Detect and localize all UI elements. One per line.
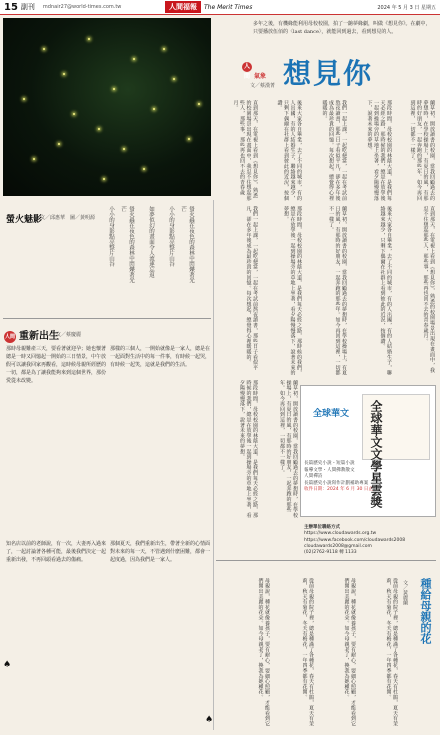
page-number: 15 — [4, 1, 18, 13]
divider — [216, 560, 436, 561]
article-title: 想見你 — [283, 57, 374, 90]
section2-circle: 人間 — [4, 331, 16, 343]
article-column: 直到那天，在電視上看到《想見你》，熟悉的校園場景出現在畫面中，我忍不住想起那些人，那些事，那些再也回不去的青春歲月。 — [232, 100, 258, 201]
poem-line: 如夢似幻的畫面令人流連忘返 — [148, 206, 154, 278]
ad-contact — [304, 525, 434, 556]
ad-item: 長篇歷史小說・短篇小說 — [304, 461, 355, 466]
spade-ornament: ♠ — [3, 660, 12, 670]
poem-line: 螢火蟲在夜色的森林中閃爍著光芒 — [120, 206, 134, 283]
ad-website[interactable]: https://www.cloudawards.org.tw — [304, 531, 377, 537]
section-label: 副刊 — [20, 3, 35, 11]
photo-caption-title: 螢火魅影 — [6, 215, 43, 225]
issue-date: 2024 年 5 月 3 日 星期五 — [377, 5, 436, 11]
section3-column: 從前母親的院子裡，總是種滿了各種花，春天有杜鵑，夏天有茉莉，秋天有菊花，冬天有梅花，一年四季都有花開。 — [385, 578, 398, 727]
masthead — [165, 1, 252, 13]
article-column: 我們一起上課，一起吃便當，一起在考試前熬夜讀書，那些日子看似平凡，卻在多年後成為最珍貴的回憶。每次想起，總覺得心裡暖暖的。 — [321, 100, 347, 201]
section2-paragraph: 那時母親難產三天，要看著就迎孕；她也懷著總是一時又回憶起一開始的三日情景，中午放假可以讓我回家再觀看，這時候母親所經歷的一切，都是為了讓我能夠來到這個世界，那份愛從未改變。 — [6, 346, 106, 384]
article-column: 直到那天，在電視上看到《想見你》，熟悉的校園場景出現在畫面中，我忍不住想起那些人，那些事，那些再也回不去的青春歲月。 — [422, 206, 435, 374]
divider — [3, 318, 211, 319]
section2-author: 文／蔡慶麗 — [56, 332, 82, 338]
ad-item: 長篇歷史小說寫作計劃補助專案 — [304, 480, 369, 486]
article-byline: 文／蔡漢菁 — [250, 83, 276, 89]
section2-paragraph: 知名店以前的老師說，有一次，大妻再入過來了，一起討論著各種可能，最後我們決定一起重新出發，不再回頭看過去的傷痛。 — [6, 541, 106, 563]
section2-paragraph: 那樣的三個人，一開始就像是一家人，總是在一起面對生活中的每一件事，有時候一起哭，有時候一起笑，這就是我們的生活。 — [110, 346, 210, 368]
article-column: 那段時間，母校校園的林蔭大道，是我們每天必經之路，那時候的我們，總是在放學後一起到操場旁的草地上坐著，看夕陽慢慢落下，說著未來的夢想。 — [239, 380, 258, 518]
article-column: 蘭草初，開放讀書的校園，當我回顧過去的夢想時，在學校操場上，有夏日的風，有那時的好朋友，一起奔跑的那些年。如今再回到這裡，一切都不一樣了。 — [328, 206, 347, 376]
column-divider — [213, 200, 214, 730]
section2-heading — [4, 327, 59, 343]
ad-facebook[interactable]: https://www.facebook.com/cloudawards2008 — [304, 537, 406, 543]
ad-phone: (02)2762-9118 轉 1133 — [304, 550, 357, 556]
section2-title: 重新出生 — [19, 331, 59, 342]
article-intro: 多年之後，有機緣能利用母校校園，拍了一齣夢緣劇，叫做《想見你》。在劇中，只要播放伍佰的〈last dance〉，就能回到過去，看到想見的人。 — [253, 21, 431, 35]
article-column: 那段時間，母校校園的林蔭大道，是我們每天必經之路，那時候的我們，總是在放學後一起到操場旁的草地上坐著，看夕陽慢慢落下，說著未來的夢想。 — [366, 100, 392, 201]
ad-item: 人間禪詩 — [304, 474, 323, 479]
ad-categories — [304, 461, 432, 494]
ad-item: 報導文學・人間佛教散文 — [304, 467, 355, 473]
contact-email: mdnair27@world-times.com.tw — [42, 4, 122, 10]
section3-column: 從前母親的院子裡，總是種滿了各種花，春天有杜鵑，夏天有茉莉，秋天有菊花，冬天有梅花，一年四季都有花開。 — [301, 578, 314, 727]
poem-line: 螢火蟲在夜色的森林中閃爍著光芒 — [180, 206, 194, 283]
article-column: 後來大家各自畢業，去了不同的城市，有的人出國，有的人結婚生子，聯絡越來越少，只剩下偶爾在社群上看到彼此的近況，按個讚。 — [276, 100, 302, 201]
brand-english: The Merit Times — [204, 3, 253, 11]
article-column: 蘭草初，開放讀書的校園，當我回顧過去的夢想時，在學校操場上，有夏日的風，有那時的好朋友，一起奔跑的那些年。如今再回到這裡，一切都不一樣了。 — [279, 380, 298, 518]
article-column: 那段時間，母校校園的林蔭大道，是我們每天必經之路，那時候的我們，總是在放學後一起到操場旁的草地上坐著，看夕陽慢慢落下，說著未來的夢想。 — [283, 206, 302, 376]
section3-author: 文／黃麗蘭 — [402, 580, 408, 605]
ad-deadline: 收件日期：2024 年 6 月 30 日止 — [304, 487, 374, 492]
section3-column: 母親說，種花就像養孩子，要有耐心，要細心照顧，才能看到它們開出美麗的花朵。如今母親老了，換我為她種花。 — [257, 578, 270, 727]
article-column: 蘭草初，開放讀書的校園，當我回顧過去的夢想時，在學校操場上，有夏日的風，有那時的好朋友，一起奔跑的那些年。如今再回到這裡，一切都不一樣了。 — [409, 100, 435, 201]
ad-email[interactable]: cloudawards2008@gmail.com — [304, 543, 372, 549]
article-column: 我們一起上課，一起吃便當，一起在考試前熬夜讀書，那些日子看似平凡，卻在多年後成為最珍貴的回憶。每次想起，總覺得心裡暖暖的。 — [245, 206, 258, 371]
spade-ornament: ♠ — [205, 715, 214, 725]
poem-line: 小小的身影點亮整片山谷 — [168, 206, 174, 267]
section3-title: 種給母親的花 — [419, 578, 432, 644]
article-column: 後來大家各自畢業，去了不同的城市，有的人出國，有的人結婚生子，聯絡越來越少，只剩下偶爾在社群上看到彼此的近況，按個讚。 — [379, 206, 392, 376]
firefly-photo — [3, 18, 211, 196]
tag-label: 氣象 — [254, 73, 267, 80]
ad-logo-label: 全球華文 — [312, 409, 349, 419]
book-title: 全球華文文學星雲獎 — [369, 400, 383, 508]
ad-contact-title: 主辦單位聯絡方式 — [304, 525, 340, 530]
poem-line: 小小的身影點亮整片山谷 — [108, 206, 114, 267]
page-header — [0, 0, 440, 15]
section2-paragraph: 那個夏天，我們重新出生，帶著全新的心情面對未來的每一天，不管遇到什麼困難，都會一起度過，因為我們是一家人。 — [110, 541, 210, 563]
tag-circle: 人間 — [243, 63, 250, 80]
column-tag — [242, 62, 266, 80]
section3-column: 母親說，種花就像養孩子，要有耐心，要細心照顧，才能看到它們開出美麗的花朵。如今母親老了，換我為她種花。 — [343, 578, 356, 727]
photo-caption-author: 文／邱惠華 圖／黃明源 — [40, 215, 96, 221]
brand-logo: 人間福報 — [165, 1, 201, 13]
ad-logo — [302, 390, 360, 456]
